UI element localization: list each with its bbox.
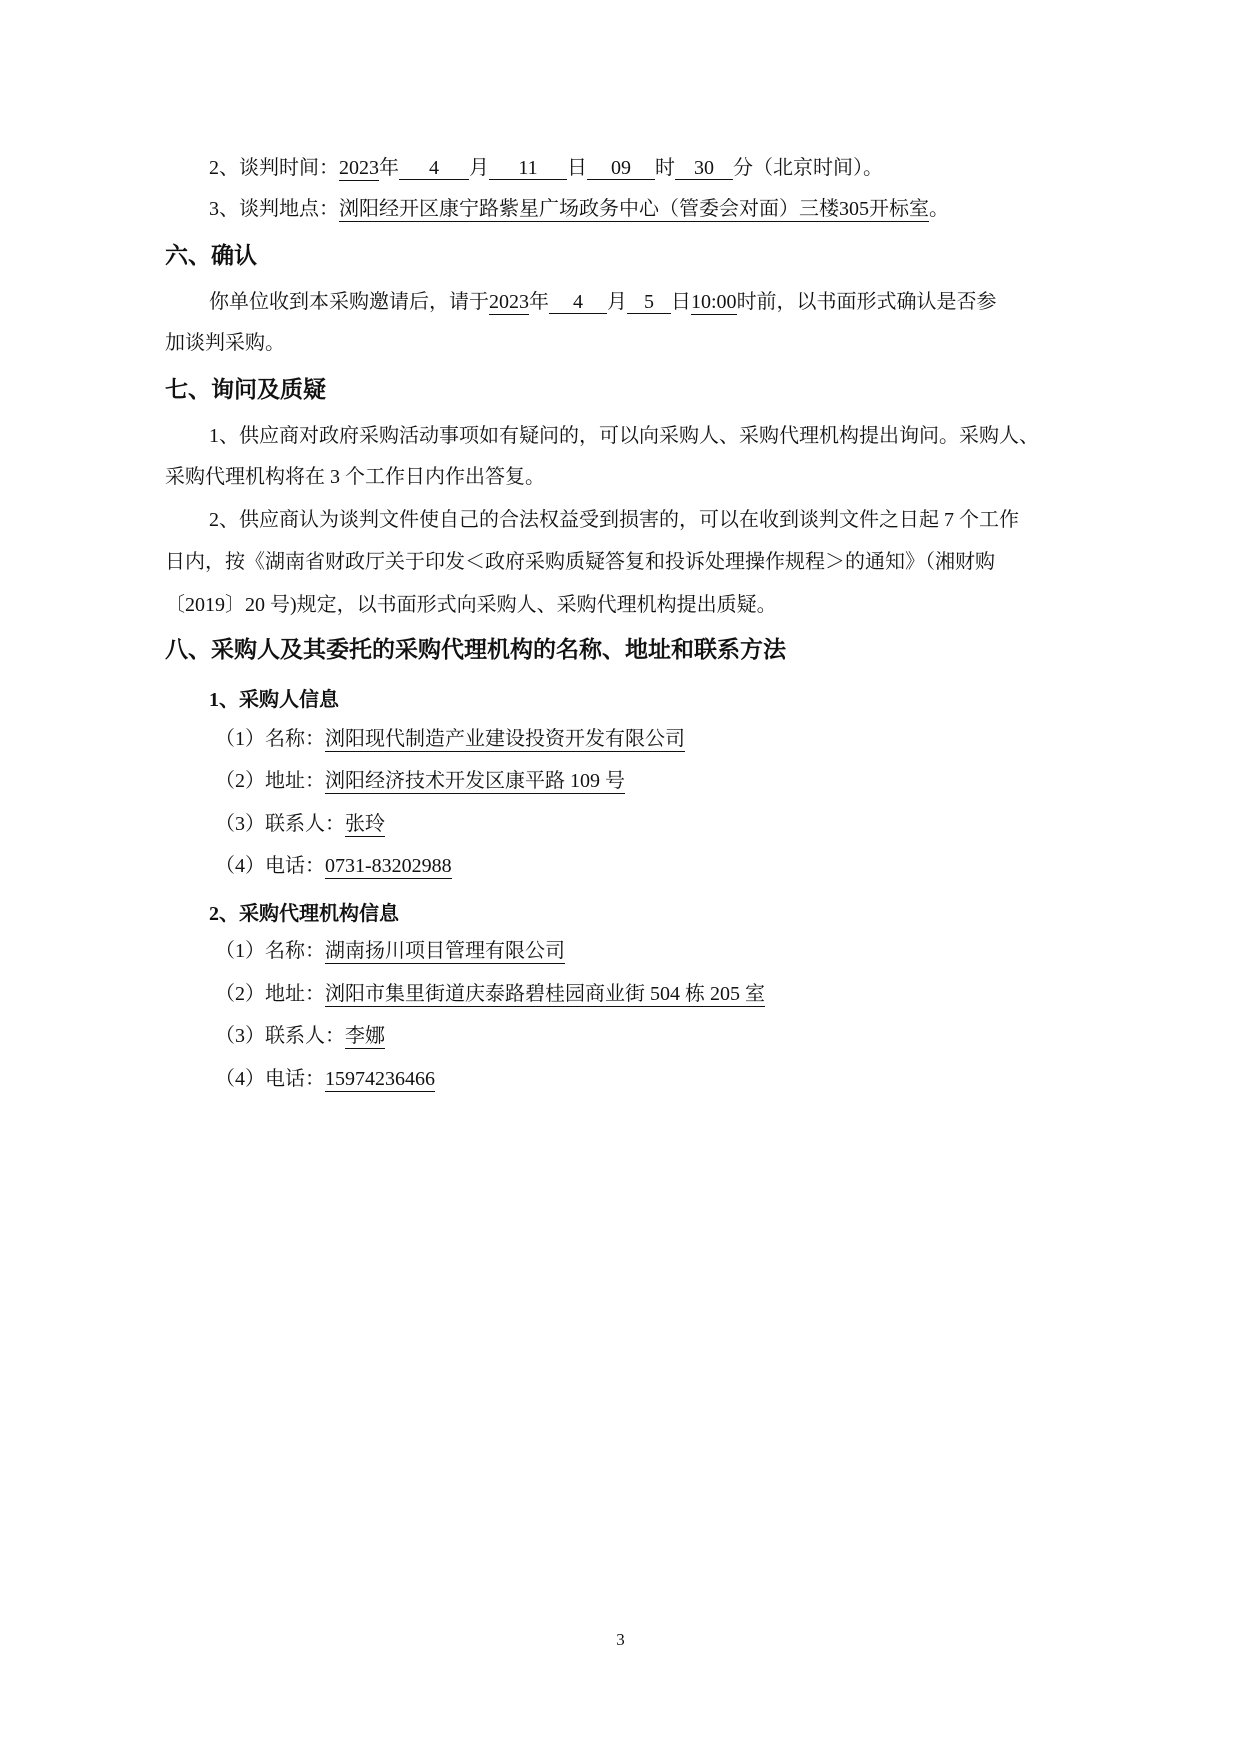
negotiation-place-line: [209, 197, 949, 221]
month-value: 4: [399, 157, 469, 180]
label: （1）名称：: [215, 940, 325, 962]
section-heading-confirm: 六、确认: [165, 243, 257, 268]
label: （1）名称：: [215, 728, 325, 750]
purchaser-contact: [215, 812, 385, 836]
purchaser-name: [215, 727, 685, 751]
label: 3、谈判地点：: [209, 198, 339, 220]
unit: 月: [469, 157, 489, 179]
page-number: 3: [616, 1630, 625, 1649]
unit: 年: [379, 157, 399, 179]
confirm-paragraph-line1: [209, 290, 997, 314]
label: （3）联系人：: [215, 1025, 345, 1047]
section-heading-contacts: 八、采购人及其委托的采购代理机构的名称、地址和联系方法: [165, 637, 786, 662]
punct: 。: [929, 198, 949, 220]
agency-address: [215, 982, 765, 1006]
unit: 时: [655, 157, 675, 179]
label: （4）电话：: [215, 1068, 325, 1090]
value: 湖南扬川项目管理有限公司: [325, 940, 565, 962]
value: 李娜: [345, 1025, 385, 1047]
value: 15974236466: [325, 1068, 435, 1090]
purchaser-phone: [215, 854, 452, 878]
label: （2）地址：: [215, 770, 325, 792]
value: 张玲: [345, 813, 385, 835]
year-value: 2023: [339, 157, 379, 179]
text: 你单位收到本采购邀请后，请于: [209, 291, 489, 313]
inquiry-p1-line2: 采购代理机构将在 3 个工作日内作出答复。: [165, 466, 545, 488]
time-value: 10:00: [691, 291, 737, 313]
inquiry-p2-line2: 日内，按《湖南省财政厅关于印发＜政府采购质疑答复和投诉处理操作规程＞的通知》（湘财购: [165, 551, 995, 573]
place-value: 浏阳经开区康宁路紫星广场政务中心（管委会对面）三楼305开标室: [339, 198, 929, 220]
year-value: 2023: [489, 291, 529, 313]
value: 0731-83202988: [325, 855, 452, 877]
value: 浏阳市集里街道庆泰路碧桂园商业街 504 栋 205 室: [325, 983, 765, 1005]
agency-name: [215, 939, 565, 963]
unit: 分（北京时间）。: [733, 157, 883, 179]
purchaser-info-heading: 1、采购人信息: [209, 689, 339, 711]
agency-contact: [215, 1024, 385, 1048]
inquiry-p1-line1: 1、供应商对政府采购活动事项如有疑问的，可以向采购人、采购代理机构提出询问。采购人、: [209, 425, 1039, 447]
text: 时前，以书面形式确认是否参: [736, 291, 997, 313]
unit: 日: [567, 157, 587, 179]
unit: 日: [671, 291, 691, 313]
day-value: 5: [627, 291, 671, 314]
section-heading-inquiry: 七、询问及质疑: [165, 377, 326, 402]
purchaser-address: [215, 769, 625, 793]
unit: 年: [529, 291, 549, 313]
minute-value: 30: [675, 157, 733, 180]
day-value: 11: [489, 157, 567, 180]
negotiation-time-line: [209, 156, 883, 180]
label: （3）联系人：: [215, 813, 345, 835]
label: （2）地址：: [215, 983, 325, 1005]
value: 浏阳现代制造产业建设投资开发有限公司: [325, 728, 685, 750]
month-value: 4: [549, 291, 607, 314]
value: 浏阳经济技术开发区康平路 109 号: [325, 770, 625, 792]
confirm-paragraph-line2: 加谈判采购。: [165, 332, 285, 354]
agency-info-heading: 2、采购代理机构信息: [209, 903, 399, 925]
inquiry-p2-line3: 〔2019〕20 号)规定，以书面形式向采购人、采购代理机构提出质疑。: [165, 594, 777, 616]
label: （4）电话：: [215, 855, 325, 877]
unit: 月: [607, 291, 627, 313]
inquiry-p2-line1: 2、供应商认为谈判文件使自己的合法权益受到损害的，可以在收到谈判文件之日起 7 个工作: [209, 509, 1019, 531]
hour-value: 09: [587, 157, 655, 180]
agency-phone: [215, 1067, 435, 1091]
label: 2、谈判时间：: [209, 157, 339, 179]
